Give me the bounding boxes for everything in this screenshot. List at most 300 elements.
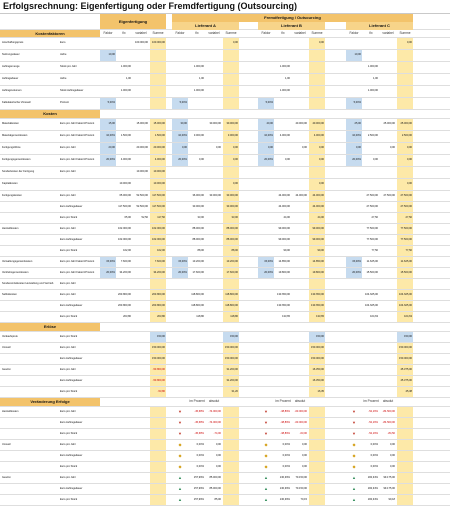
value-cell[interactable]: 133,65	[282, 314, 290, 318]
value-cell[interactable]	[133, 86, 149, 97]
value-cell[interactable]	[172, 191, 188, 201]
value-cell[interactable]	[172, 202, 188, 212]
absolute-cell[interactable]: 0,00	[301, 442, 307, 446]
value-cell[interactable]: 150.000,00	[152, 345, 165, 349]
value-cell[interactable]	[172, 179, 188, 190]
absolute-cell[interactable]: -74.000,00	[208, 420, 221, 424]
value-cell[interactable]: 1,00	[372, 77, 378, 81]
value-cell[interactable]	[258, 213, 274, 223]
value-cell[interactable]: 20,00%	[346, 268, 362, 278]
value-cell[interactable]: 162.000,00	[118, 237, 131, 241]
value-cell[interactable]: 203.800,00	[152, 303, 165, 307]
value-cell[interactable]	[223, 50, 239, 61]
value-cell[interactable]: 45.375,00	[400, 367, 412, 371]
value-cell[interactable]: 0,00	[215, 146, 221, 150]
value-cell[interactable]	[309, 50, 325, 61]
value-cell[interactable]: 1,00	[198, 77, 204, 81]
value-cell[interactable]	[206, 224, 222, 234]
value-cell[interactable]: 7.600,00	[154, 259, 165, 263]
value-cell[interactable]: 16.350,00	[312, 367, 324, 371]
value-cell[interactable]: 99.000,00	[278, 226, 290, 230]
value-cell[interactable]: 150.000,00	[399, 345, 412, 349]
value-cell[interactable]	[206, 74, 222, 85]
value-cell[interactable]	[150, 62, 166, 73]
value-cell[interactable]: 5,00%	[172, 98, 188, 109]
value-cell[interactable]: 117.500,00	[152, 193, 165, 197]
value-cell[interactable]: 88.000,00	[192, 237, 204, 241]
value-cell[interactable]	[150, 74, 166, 85]
value-cell[interactable]: -53.800,00	[152, 378, 165, 382]
value-cell[interactable]: 10,00%	[172, 131, 188, 142]
value-cell[interactable]: 203.800,00	[118, 303, 131, 307]
value-cell[interactable]: 20,00%	[100, 155, 116, 166]
value-cell[interactable]: 44.000,00	[312, 193, 324, 197]
percent-cell[interactable]: 0,00%	[282, 464, 290, 468]
value-cell[interactable]	[133, 268, 149, 278]
value-cell[interactable]: 15,00%	[100, 257, 116, 267]
value-cell[interactable]	[380, 213, 396, 223]
value-cell[interactable]	[309, 74, 325, 85]
value-cell[interactable]	[292, 86, 308, 97]
value-cell[interactable]: 33,00	[231, 215, 238, 219]
absolute-cell[interactable]: -63.000,00	[294, 420, 307, 424]
value-cell[interactable]	[292, 62, 308, 73]
value-cell[interactable]	[150, 98, 166, 109]
value-cell[interactable]	[206, 312, 222, 322]
value-cell[interactable]	[206, 50, 222, 61]
value-cell[interactable]	[380, 235, 396, 245]
value-cell[interactable]	[346, 312, 362, 322]
percent-cell[interactable]: -38,89%	[280, 420, 290, 424]
value-cell[interactable]	[172, 279, 188, 289]
value-cell[interactable]: 15,00%	[258, 257, 274, 267]
value-cell[interactable]	[275, 167, 291, 178]
value-cell[interactable]	[258, 167, 274, 178]
value-cell[interactable]: 25,00	[346, 119, 362, 130]
percent-cell[interactable]: 184,34%	[367, 497, 378, 501]
absolute-cell[interactable]: -63,00	[299, 431, 307, 435]
value-cell[interactable]: 20.000,00	[153, 146, 165, 150]
value-cell[interactable]	[380, 155, 396, 166]
value-cell[interactable]	[100, 301, 116, 311]
value-cell[interactable]	[292, 312, 308, 322]
value-cell[interactable]	[100, 86, 116, 97]
value-cell[interactable]	[172, 38, 188, 49]
absolute-cell[interactable]: 85,00	[214, 497, 221, 501]
percent-cell[interactable]: -38,89%	[280, 431, 290, 435]
value-cell[interactable]: 19.800,00	[278, 270, 290, 274]
absolute-cell[interactable]: 0,00	[301, 464, 307, 468]
value-cell[interactable]	[292, 131, 308, 142]
value-cell[interactable]: 45.375,00	[400, 378, 412, 382]
value-cell[interactable]	[206, 38, 222, 49]
value-cell[interactable]	[189, 279, 205, 289]
value-cell[interactable]: 0,00	[232, 182, 238, 186]
value-cell[interactable]	[116, 38, 132, 49]
percent-cell[interactable]: 0,00%	[370, 453, 378, 457]
value-cell[interactable]	[133, 131, 149, 142]
value-cell[interactable]: 10,00%	[100, 131, 116, 142]
value-cell[interactable]: 30,00	[172, 119, 188, 130]
value-cell[interactable]	[172, 74, 188, 85]
value-cell[interactable]	[346, 301, 362, 311]
value-cell[interactable]: 15.000,00	[136, 122, 148, 126]
value-cell[interactable]: 25.000,00	[383, 122, 395, 126]
value-cell[interactable]	[258, 301, 274, 311]
value-cell[interactable]	[380, 86, 396, 97]
value-cell[interactable]	[346, 202, 362, 212]
percent-cell[interactable]: -45,68%	[194, 409, 204, 413]
value-cell[interactable]: 203.800,00	[152, 292, 165, 296]
value-cell[interactable]: 150,00	[150, 332, 166, 342]
value-cell[interactable]	[397, 86, 413, 97]
value-cell[interactable]: 88,00	[197, 248, 204, 252]
value-cell[interactable]	[292, 224, 308, 234]
value-cell[interactable]: 15,00	[100, 119, 116, 130]
value-cell[interactable]	[380, 224, 396, 234]
value-cell[interactable]: 133.650,00	[277, 303, 290, 307]
value-cell[interactable]	[275, 179, 291, 190]
percent-cell[interactable]: 157,99%	[193, 497, 204, 501]
value-cell[interactable]: 31.200,00	[226, 367, 238, 371]
value-cell[interactable]: 45,38	[405, 389, 412, 393]
value-cell[interactable]: 34.200,00	[153, 270, 165, 274]
value-cell[interactable]	[133, 74, 149, 85]
value-cell[interactable]: 20,00%	[258, 268, 274, 278]
value-cell[interactable]	[380, 290, 396, 300]
value-cell[interactable]: 4.000,00	[279, 134, 290, 138]
value-cell[interactable]	[100, 312, 116, 322]
value-cell[interactable]	[223, 279, 239, 289]
value-cell[interactable]: 27.500,00	[366, 193, 378, 197]
value-cell[interactable]: 0,00	[406, 182, 412, 186]
value-cell[interactable]	[258, 86, 274, 97]
value-cell[interactable]	[172, 224, 188, 234]
value-cell[interactable]	[116, 98, 132, 109]
value-cell[interactable]: 31.200,00	[226, 378, 238, 382]
value-cell[interactable]	[346, 179, 362, 190]
value-cell[interactable]: 162,00	[123, 248, 131, 252]
value-cell[interactable]	[380, 98, 396, 109]
value-cell[interactable]: 15.000,00	[153, 122, 165, 126]
value-cell[interactable]: 77,50	[405, 248, 412, 252]
absolute-cell[interactable]: -84,50	[387, 431, 395, 435]
value-cell[interactable]: 0,00	[318, 146, 324, 150]
value-cell[interactable]: 13.200,00	[192, 259, 204, 263]
value-cell[interactable]	[258, 62, 274, 73]
value-cell[interactable]	[206, 179, 222, 190]
value-cell[interactable]: 100.000,00	[135, 41, 148, 45]
value-cell[interactable]	[380, 301, 396, 311]
absolute-cell[interactable]: 0,00	[389, 442, 395, 446]
value-cell[interactable]	[292, 257, 308, 267]
value-cell[interactable]: 10,00%	[346, 131, 362, 142]
value-cell[interactable]	[206, 167, 222, 178]
value-cell[interactable]: -53.800,00	[152, 367, 165, 371]
value-cell[interactable]	[363, 279, 379, 289]
value-cell[interactable]	[133, 98, 149, 109]
value-cell[interactable]: 52.500,00	[136, 204, 148, 208]
value-cell[interactable]	[258, 279, 274, 289]
value-cell[interactable]	[100, 179, 116, 190]
value-cell[interactable]: 77,50	[371, 248, 378, 252]
value-cell[interactable]	[380, 131, 396, 142]
value-cell[interactable]: 88.000,00	[226, 226, 238, 230]
value-cell[interactable]	[100, 62, 116, 73]
value-cell[interactable]: 203,80	[157, 314, 165, 318]
percent-cell[interactable]: 130,39%	[279, 497, 290, 501]
percent-cell[interactable]: 0,00%	[282, 453, 290, 457]
value-cell[interactable]: 27.500,00	[400, 193, 412, 197]
value-cell[interactable]: 1.000,00	[279, 65, 290, 69]
value-cell[interactable]	[363, 143, 379, 154]
value-cell[interactable]: 33.000,00	[209, 193, 221, 197]
value-cell[interactable]: 162.000,00	[152, 226, 165, 230]
value-cell[interactable]	[206, 246, 222, 256]
value-cell[interactable]	[133, 50, 149, 61]
value-cell[interactable]: 20,00%	[100, 268, 116, 278]
value-cell[interactable]: 5,00%	[346, 98, 362, 109]
value-cell[interactable]: 27,50	[371, 215, 378, 219]
value-cell[interactable]: 3.000,00	[193, 134, 204, 138]
value-cell[interactable]	[150, 86, 166, 97]
value-cell[interactable]: 150.000,00	[311, 356, 324, 360]
value-cell[interactable]: 20,00%	[172, 268, 188, 278]
value-cell[interactable]	[292, 246, 308, 256]
value-cell[interactable]	[258, 235, 274, 245]
value-cell[interactable]	[100, 167, 116, 178]
value-cell[interactable]	[133, 62, 149, 73]
value-cell[interactable]	[275, 50, 291, 61]
value-cell[interactable]: 0,00	[198, 158, 204, 162]
value-cell[interactable]	[172, 312, 188, 322]
value-cell[interactable]: 10.000,00	[153, 170, 165, 174]
value-cell[interactable]	[346, 38, 362, 49]
value-cell[interactable]: 104.625,00	[399, 292, 412, 296]
value-cell[interactable]: 1.000,00	[279, 89, 290, 93]
value-cell[interactable]	[223, 62, 239, 73]
value-cell[interactable]	[133, 312, 149, 322]
value-cell[interactable]	[397, 74, 413, 85]
value-cell[interactable]	[133, 301, 149, 311]
value-cell[interactable]	[172, 290, 188, 300]
value-cell[interactable]: 65.000,00	[119, 193, 131, 197]
value-cell[interactable]: 150,00	[309, 332, 325, 342]
value-cell[interactable]: 100.000,00	[152, 41, 165, 45]
value-cell[interactable]	[346, 167, 362, 178]
value-cell[interactable]: 10.000,00	[136, 170, 148, 174]
percent-cell[interactable]: 184,34%	[367, 486, 378, 490]
absolute-cell[interactable]: 99.175,00	[383, 486, 395, 490]
value-cell[interactable]: 10,00	[100, 50, 116, 61]
value-cell[interactable]: 0,00	[406, 158, 412, 162]
value-cell[interactable]: 15.500,00	[366, 270, 378, 274]
value-cell[interactable]	[346, 213, 362, 223]
value-cell[interactable]: 20,00%	[346, 155, 362, 166]
absolute-cell[interactable]: 0,00	[389, 453, 395, 457]
value-cell[interactable]: 118.800,00	[225, 303, 238, 307]
value-cell[interactable]	[380, 179, 396, 190]
percent-cell[interactable]: 0,00%	[370, 442, 378, 446]
value-cell[interactable]	[116, 50, 132, 61]
value-cell[interactable]: 88.000,00	[192, 226, 204, 230]
value-cell[interactable]	[346, 74, 362, 85]
value-cell[interactable]	[380, 202, 396, 212]
absolute-cell[interactable]: 70.150,00	[295, 475, 307, 479]
value-cell[interactable]	[380, 246, 396, 256]
absolute-cell[interactable]: 99.175,00	[383, 475, 395, 479]
value-cell[interactable]: 5,00%	[100, 98, 116, 109]
value-cell[interactable]	[116, 167, 132, 178]
value-cell[interactable]	[206, 202, 222, 212]
value-cell[interactable]: 117.500,00	[118, 204, 131, 208]
value-cell[interactable]	[133, 257, 149, 267]
value-cell[interactable]: 44,00	[317, 215, 324, 219]
value-cell[interactable]: 133,65	[316, 314, 324, 318]
value-cell[interactable]: 118.800,00	[191, 292, 204, 296]
value-cell[interactable]	[258, 191, 274, 201]
value-cell[interactable]	[292, 290, 308, 300]
value-cell[interactable]	[275, 38, 291, 49]
value-cell[interactable]	[100, 202, 116, 212]
value-cell[interactable]: 104.625,00	[399, 303, 412, 307]
value-cell[interactable]	[133, 224, 149, 234]
value-cell[interactable]: 40.000,00	[312, 122, 324, 126]
value-cell[interactable]	[397, 50, 413, 61]
value-cell[interactable]: 0,00	[318, 158, 324, 162]
value-cell[interactable]: 20,00%	[258, 155, 274, 166]
percent-cell[interactable]: 184,34%	[367, 475, 378, 479]
value-cell[interactable]: 0,00	[318, 182, 324, 186]
value-cell[interactable]: 2.500,00	[367, 134, 378, 138]
value-cell[interactable]: 36.000,00	[192, 193, 204, 197]
value-cell[interactable]	[206, 62, 222, 73]
percent-cell[interactable]: -52,16%	[368, 409, 378, 413]
value-cell[interactable]: 33,00	[197, 215, 204, 219]
value-cell[interactable]	[258, 312, 274, 322]
value-cell[interactable]: 1.000,00	[120, 89, 131, 93]
value-cell[interactable]: 44,00	[283, 215, 290, 219]
value-cell[interactable]: -53,80	[157, 389, 165, 393]
value-cell[interactable]: 10.000,00	[153, 182, 165, 186]
value-cell[interactable]: 10,00	[346, 50, 362, 61]
absolute-cell[interactable]: -74,00	[213, 431, 221, 435]
value-cell[interactable]: 150,00	[223, 332, 239, 342]
value-cell[interactable]: 99.000,00	[312, 237, 324, 241]
value-cell[interactable]	[100, 191, 116, 201]
value-cell[interactable]: 150,00	[397, 332, 413, 342]
value-cell[interactable]	[292, 213, 308, 223]
value-cell[interactable]: 104,63	[370, 314, 378, 318]
value-cell[interactable]: 4.000,00	[313, 134, 324, 138]
value-cell[interactable]: 0,00	[232, 146, 238, 150]
value-cell[interactable]: 1.000,00	[193, 89, 204, 93]
value-cell[interactable]: 14.850,00	[312, 259, 324, 263]
value-cell[interactable]	[346, 235, 362, 245]
absolute-cell[interactable]: -84.500,00	[382, 420, 395, 424]
value-cell[interactable]: 44.000,00	[278, 193, 290, 197]
value-cell[interactable]	[189, 143, 205, 154]
value-cell[interactable]	[133, 235, 149, 245]
value-cell[interactable]	[189, 167, 205, 178]
value-cell[interactable]: 0,00	[406, 146, 412, 150]
value-cell[interactable]: 150.000,00	[225, 345, 238, 349]
absolute-cell[interactable]: 0,00	[301, 453, 307, 457]
percent-cell[interactable]: 0,00%	[282, 442, 290, 446]
percent-cell[interactable]: -45,68%	[194, 420, 204, 424]
value-cell[interactable]	[133, 290, 149, 300]
value-cell[interactable]: 40,00	[258, 119, 274, 130]
value-cell[interactable]	[223, 167, 239, 178]
value-cell[interactable]	[258, 74, 274, 85]
value-cell[interactable]: 117,50	[157, 215, 165, 219]
value-cell[interactable]	[100, 74, 116, 85]
value-cell[interactable]: 118,80	[196, 314, 204, 318]
value-cell[interactable]	[380, 268, 396, 278]
value-cell[interactable]: 44.000,00	[295, 193, 307, 197]
percent-cell[interactable]: 0,00%	[196, 464, 204, 468]
value-cell[interactable]	[309, 86, 325, 97]
value-cell[interactable]: 17.600,00	[226, 270, 238, 274]
value-cell[interactable]: 0,00	[406, 41, 412, 45]
value-cell[interactable]	[292, 38, 308, 49]
absolute-cell[interactable]: 0,00	[389, 464, 395, 468]
percent-cell[interactable]: 0,00%	[370, 464, 378, 468]
value-cell[interactable]: 25.000,00	[400, 122, 412, 126]
absolute-cell[interactable]: -63.000,00	[294, 409, 307, 413]
value-cell[interactable]: 31,20	[231, 389, 238, 393]
value-cell[interactable]	[150, 279, 166, 289]
value-cell[interactable]: 27.500,00	[366, 204, 378, 208]
value-cell[interactable]: 104.625,00	[365, 292, 378, 296]
value-cell[interactable]: 30.000,00	[226, 122, 238, 126]
value-cell[interactable]: 11.625,00	[400, 259, 412, 263]
percent-cell[interactable]: -52,16%	[368, 431, 378, 435]
value-cell[interactable]	[292, 50, 308, 61]
value-cell[interactable]	[380, 50, 396, 61]
value-cell[interactable]	[100, 290, 116, 300]
value-cell[interactable]: 0,00	[232, 41, 238, 45]
value-cell[interactable]: 0,00	[284, 158, 290, 162]
value-cell[interactable]	[380, 74, 396, 85]
value-cell[interactable]: 0,00	[258, 143, 274, 154]
percent-cell[interactable]: -52,16%	[368, 420, 378, 424]
value-cell[interactable]: 27.500,00	[400, 204, 412, 208]
percent-cell[interactable]: 0,00%	[196, 453, 204, 457]
value-cell[interactable]	[206, 213, 222, 223]
spreadsheet-grid[interactable]	[0, 13, 450, 502]
percent-cell[interactable]: -38,89%	[280, 409, 290, 413]
value-cell[interactable]: 88,00	[231, 248, 238, 252]
value-cell[interactable]	[292, 235, 308, 245]
value-cell[interactable]: 33.000,00	[192, 204, 204, 208]
value-cell[interactable]: 20.000,00	[136, 146, 148, 150]
value-cell[interactable]: 44.000,00	[278, 204, 290, 208]
absolute-cell[interactable]: 70,15	[300, 497, 307, 501]
value-cell[interactable]: 5,00%	[258, 98, 274, 109]
value-cell[interactable]	[292, 179, 308, 190]
value-cell[interactable]	[189, 50, 205, 61]
value-cell[interactable]: 15.500,00	[400, 270, 412, 274]
value-cell[interactable]	[309, 62, 325, 73]
value-cell[interactable]: 16,35	[317, 389, 324, 393]
value-cell[interactable]	[275, 119, 291, 130]
value-cell[interactable]: 77.500,00	[400, 237, 412, 241]
value-cell[interactable]: 44.000,00	[312, 204, 324, 208]
value-cell[interactable]: 0,00	[172, 143, 188, 154]
value-cell[interactable]	[258, 246, 274, 256]
absolute-cell[interactable]: 99,18	[388, 497, 395, 501]
